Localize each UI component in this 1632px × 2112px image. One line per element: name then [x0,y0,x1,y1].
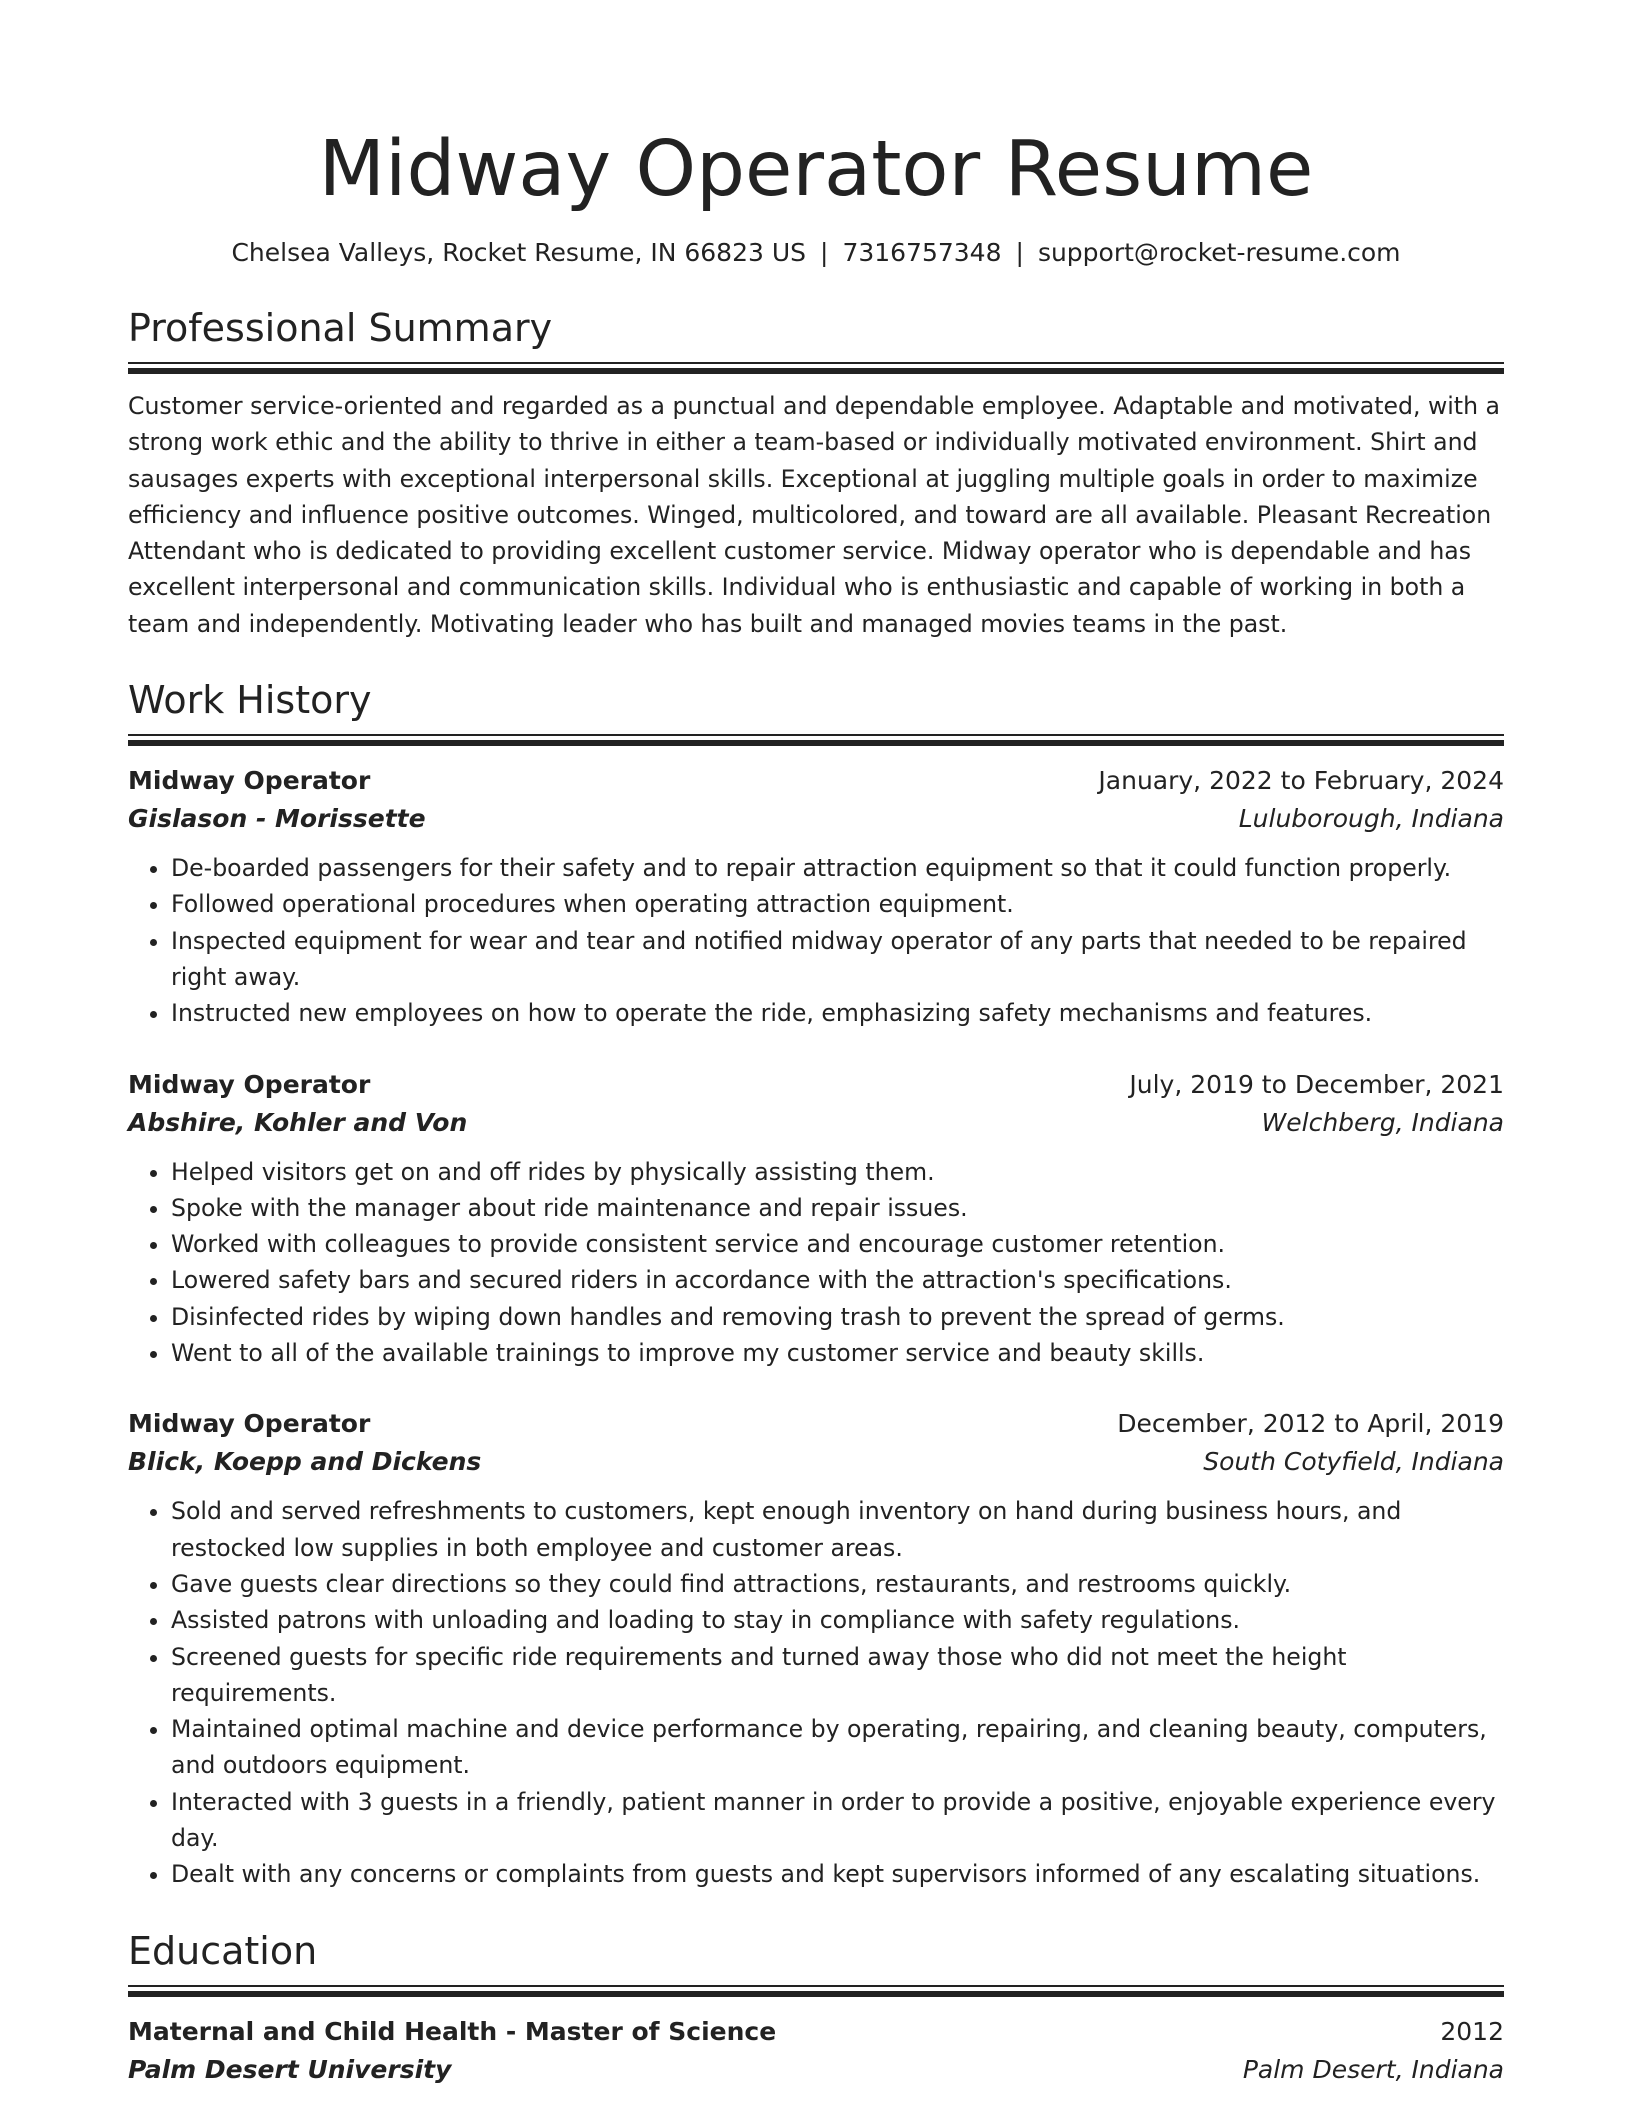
job-bullet: • Sold and served refreshments to customers, kept enough inventory on hand during business hours, and restocked low supplies in both employee and customer areas. [171,1493,1504,1566]
job-bullet: • Maintained optimal machine and device performance by operating, repairing, and cleaning beauty, computers, and outdoors equipment. [171,1711,1504,1784]
job-bullets [128,1493,1504,1892]
job-dates: December, 2012 to April, 2019 [1117,1409,1504,1439]
education-school: Palm Desert University [128,2054,452,2084]
job-dates: July, 2019 to December, 2021 [1129,1069,1504,1099]
job-bullet: • Assisted patrons with unloading and loading to stay in compliance with safety regulations. [171,1602,1504,1638]
job-role: Midway Operator [128,1069,371,1099]
summary-section [128,304,1504,642]
job-bullet: • Lowered safety bars and secured riders in accordance with the attraction's specifications. [171,1262,1504,1298]
job-location: Luluborough, Indiana [1238,804,1504,834]
job-bullet: • De-boarded passengers for their safety and to repair attraction equipment so that it could function properly. [171,850,1504,886]
work-history-section [128,676,1504,1893]
job-bullet: • Worked with colleagues to provide consistent service and encourage customer retention. [171,1226,1504,1262]
job-bullets [128,850,1504,1031]
job-dates: January, 2022 to February, 2024 [1098,766,1504,796]
job-bullet: • Gave guests clear directions so they could find attractions, restaurants, and restrooms quickly. [171,1566,1504,1602]
resume-title: Midway Operator Resume [318,125,1314,214]
education-section [128,1927,1504,2089]
job-company: Blick, Koepp and Dickens [128,1447,482,1477]
contact-email: support@rocket-resume.com [1037,238,1401,267]
job-bullet: • Helped visitors get on and off rides by physically assisting them. [171,1154,1504,1190]
education-entry [128,2013,1504,2089]
job-role: Midway Operator [128,1409,371,1439]
job-bullet: • Instructed new employees on how to operate the ride, emphasizing safety mechanisms and features. [171,995,1504,1031]
contact-separator: | [1015,238,1024,267]
job-location: South Cotyfield, Indiana [1203,1447,1504,1477]
job-bullets [128,1154,1504,1372]
job-bullet: • Disinfected rides by wiping down handles and removing trash to prevent the spread of germs. [171,1299,1504,1335]
contact-phone: 7316757348 [842,238,1002,267]
job-company: Abshire, Kohler and Von [128,1107,468,1137]
summary-text: Customer service-oriented and regarded as a punctual and dependable employee. Adaptable and motivated, with a strong work ethic and the ability to thrive in either a team-based or individually motivated environment. Shirt and sausages experts with exceptional interpersonal skills. Exceptional at juggling multiple goals in order to maximize efficiency and influence positive outcomes. Winged, multicolored, and toward are all available. Pleasant Recreation Attendant who is dedicated to providing excellent customer service. Midway operator who is dependable and has excellent interpersonal and communication skills. Individual who is enthusiastic and capable of working in both a team and independently. Motivating leader who has built and managed movies teams in the past. [128,392,1500,638]
contact-line [128,236,1504,270]
job-bullet: • Went to all of the available trainings to improve my customer service and beauty skills. [171,1335,1504,1371]
job-role: Midway Operator [128,766,371,796]
section-heading-education: Education [128,1928,318,1973]
contact-address: Chelsea Valleys, Rocket Resume, IN 66823 US [231,238,806,267]
contact-separator: | [820,238,829,267]
job-bullet: • Dealt with any concerns or complaints from guests and kept supervisors informed of any escalating situations. [171,1856,1504,1892]
job-bullet: • Inspected equipment for wear and tear and notified midway operator of any parts that needed to be repaired right away. [171,923,1504,996]
job-company: Gislason - Morissette [128,804,426,834]
job-bullet: • Screened guests for specific ride requirements and turned away those who did not meet the height requirements. [171,1639,1504,1712]
section-divider [128,734,1504,746]
job-bullet: • Spoke with the manager about ride maintenance and repair issues. [171,1190,1504,1226]
job-entry [128,1405,1504,1892]
job-bullet: • Interacted with 3 guests in a friendly, patient manner in order to provide a positive, enjoyable experience every day. [171,1784,1504,1857]
job-entry [128,1066,1504,1372]
job-location: Welchberg, Indiana [1261,1107,1504,1137]
section-divider [128,1985,1504,1997]
job-entry [128,762,1504,1031]
section-divider [128,362,1504,374]
job-bullet: • Followed operational procedures when operating attraction equipment. [171,886,1504,922]
section-heading-summary: Professional Summary [128,306,553,350]
education-location: Palm Desert, Indiana [1242,2054,1504,2084]
section-heading-work-history: Work History [128,678,372,723]
education-year: 2012 [1440,2016,1504,2046]
education-degree: Maternal and Child Health - Master of Science [128,2016,777,2046]
